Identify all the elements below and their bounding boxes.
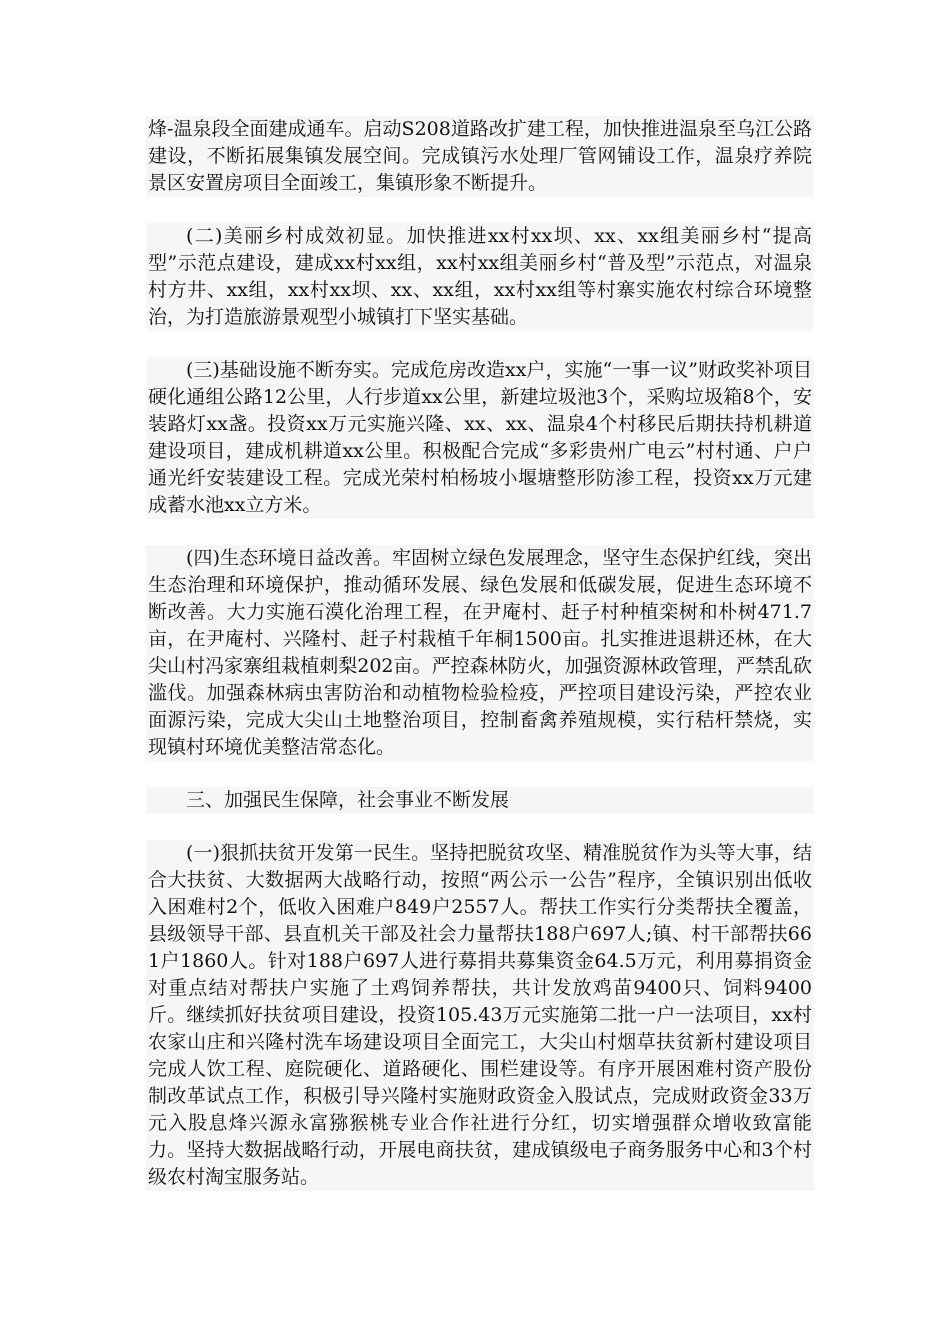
document-body <box>146 116 814 1217</box>
paragraph-poverty-alleviation: (一)狠抓扶贫开发第一民生。坚持把脱贫攻坚、精准脱贫作为头等大事，结合大扶贫、大数据两大战略行动，按照“两公示一公告”程序，全镇识别出低收入困难村2个，低收入困难户849户2557人。帮扶工作实行分类帮扶全覆盖，县级领导干部、县直机关干部及社会力量帮扶188户697人;镇、村干部帮扶661户1860人。针对188户697人进行募捐共募集资金64.5万元，利用募捐资金对重点结对帮扶户实施了土鸡饲养帮扶，共计发放鸡苗9400只、饲料9400斤。继续抓好扶贫项目建设，投资105.43万元实施第二批一户一法项目，xx村农家山庄和兴隆村洗车场建设项目全面完工，大尖山村烟草扶贫新村建设项目完成人饮工程、庭院硬化、道路硬化、围栏建设等。有序开展困难村资产股份制改革试点工作，积极引导兴隆村实施财政资金入股试点，完成财政资金33万元入股息烽兴源永富猕猴桃专业合作社进行分红，切实增强群众增收致富能力。坚持大数据战略行动，开展电商扶贫，建成镇级电子商务服务中心和3个村级农村淘宝服务站。 <box>146 840 814 1191</box>
paragraph-beautiful-villages: (二)美丽乡村成效初显。加快推进xx村xx坝、xx、xx组美丽乡村“提高型”示范点建设，建成xx村xx组，xx村xx组美丽乡村“普及型”示范点，对温泉村方井、xx组，xx村xx坝、xx、xx组，xx村xx组等村寨实施农村综合环境整治，为打造旅游景观型小城镇打下坚实基础。 <box>146 223 814 331</box>
paragraph-infrastructure: (三)基础设施不断夯实。完成危房改造xx户，实施“一事一议”财政奖补项目硬化通组公路12公里，人行步道xx公里，新建垃圾池3个，采购垃圾箱8个，安装路灯xx盏。投资xx万元实施兴隆、xx、xx、温泉4个村移民后期扶持机耕道建设项目，建成机耕道xx公里。积极配合完成“多彩贵州广电云”村村通、户户通光纤安装建设工程。完成光荣村柏杨坡小堰塘整形防渗工程，投资xx万元建成蓄水池xx立方米。 <box>146 357 814 519</box>
paragraph-ecology: (四)生态环境日益改善。牢固树立绿色发展理念，坚守生态保护红线，突出生态治理和环境保护，推动循环发展、绿色发展和低碳发展，促进生态环境不断改善。大力实施石漠化治理工程，在尹庵村、赶子村种植栾树和朴树471.7亩，在尹庵村、兴隆村、赶子村栽植千年桐1500亩。扎实推进退耕还林，在大尖山村冯家寨组栽植刺梨202亩。严控森林防火，加强资源林政管理，严禁乱砍滥伐。加强森林病虫害防治和动植物检验检疫，严控项目建设污染，严控农业面源污染，完成大尖山土地整治项目，控制畜禽养殖规模，实行秸杆禁烧，实现镇村环境优美整洁常态化。 <box>146 545 814 761</box>
section-heading-livelihood: 三、加强民生保障，社会事业不断发展 <box>146 787 814 814</box>
paragraph-continuation: 烽-温泉段全面建成通车。启动S208道路改扩建工程，加快推进温泉至乌江公路建设，不断拓展集镇发展空间。完成镇污水处理厂管网铺设工作，温泉疗养院景区安置房项目全面竣工，集镇形象不断提升。 <box>146 116 814 197</box>
